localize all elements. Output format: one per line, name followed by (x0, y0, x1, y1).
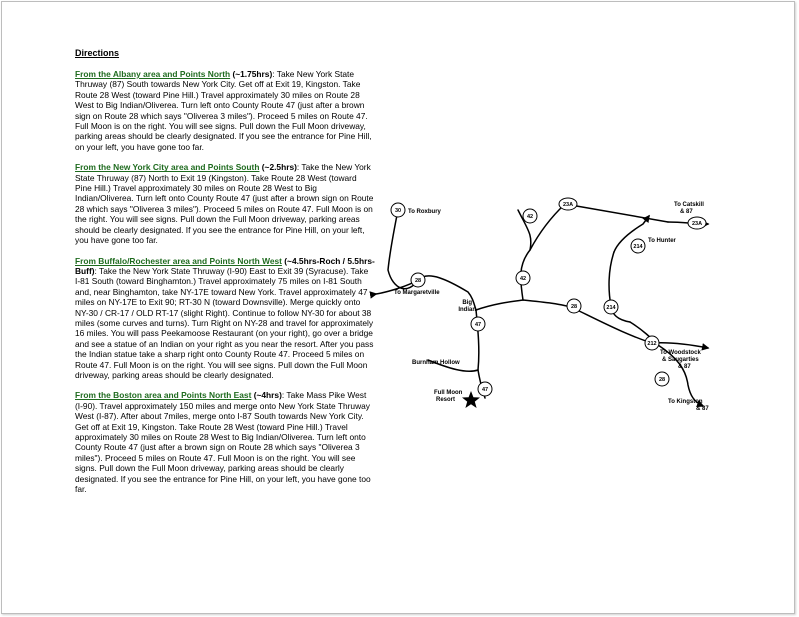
section-heading: From the Boston area and Points North East (75, 390, 252, 401)
route-label: 28 (658, 377, 666, 383)
document-body (75, 48, 375, 504)
route-shield-28-east (655, 372, 669, 386)
route-shield-42 (523, 209, 537, 223)
route-shield-28-west (411, 273, 425, 287)
route-label: 28 (414, 278, 422, 284)
route-shield-214 (631, 239, 645, 253)
route-label: 214 (633, 244, 643, 250)
route-label: 42 (526, 214, 534, 220)
route-label: 23A (562, 202, 574, 208)
place-roxbury: To Roxbury (408, 209, 441, 215)
place-catskill-87: & 87 (680, 209, 693, 215)
section-albany (75, 69, 375, 152)
place-full-moon: Full Moon (434, 390, 463, 396)
route-label: 214 (606, 305, 616, 311)
place-burnham-hollow: Burnham Hollow (412, 360, 460, 366)
section-heading: From Buffalo/Rochester area and Points North West (75, 255, 282, 266)
route-shield-42-south (516, 271, 530, 285)
place-resort: Resort (436, 397, 456, 403)
section-heading: From the Albany area and Points North (75, 69, 231, 79)
place-hunter: To Hunter (648, 238, 676, 244)
route-label: 212 (647, 341, 657, 347)
section-heading: From the New York City area and Points South (75, 162, 260, 173)
route-shield-212 (645, 336, 659, 350)
place-indian: Indian (458, 307, 476, 313)
route-label: 47 (474, 322, 482, 328)
star-icon (462, 391, 480, 408)
route-label: 42 (519, 276, 527, 282)
section-text: : Take the New York State Thruway (87) North to Exit 19 (Kingston). Take Route 28 West (toward Pine Hill.) Travel approximately 30 miles on Route 28 West to Big Indian/Oliverea. Turn left onto County Route 47 (just after a brown sign on Route 28 which says "Oliverea 3 miles"). Proceed 5 miles on Route 47. Full Moon is on the right. You will see signs. Pull down the Full Moon driveway, parking areas should be clearly designated. If you see the entrance for Pine Hill, on your left, you have gone too far. (75, 162, 374, 246)
section-boston (75, 390, 375, 494)
route-shield-30 (391, 203, 405, 217)
place-woodstock-87: & 87 (678, 364, 691, 370)
route-label: 28 (570, 304, 578, 310)
section-time: (~4.5hrs-Roch / 5.5hrs-Buff) (75, 255, 375, 276)
section-text: : Take Mass Pike West (I-90). Travel approximately 150 miles and merge onto New York State Thruway West (I-87). After about 7miles, merge onto I-87 South towards New York City. Get off at Exit 19, Kingston. Take Route 28 West (toward Pine Hill.) Travel approximately 30 miles on Route 28 West to Big Indian/Oliverea. Turn left onto County Route 47 (just after a brown sign on Route 28 which says "Oliverea 3 miles"). Proceed 5 miles on Route 47. Full Moon is on the right. You will see signs. Pull down the Full Moon driveway, parking areas should be clearly designated. If you see the entrance for Pine Hill, on your left, you have gone too far. (75, 390, 371, 495)
section-buffalo (75, 256, 375, 381)
place-kingston: To Kingston (668, 399, 703, 405)
section-time: (~1.75hrs) (230, 69, 273, 79)
section-nyc (75, 162, 375, 245)
section-time: (~4hrs) (251, 390, 282, 401)
place-woodstock: To Woodstock (660, 350, 701, 356)
route-label: 47 (481, 387, 489, 393)
place-big: Big (462, 300, 472, 306)
route-shield-47-south (478, 382, 492, 396)
page-title: Directions (75, 48, 120, 58)
route-shield-23a (559, 198, 577, 210)
section-text: : Take the New York State Thruway (I-90) East to Exit 39 (Syracuse). Take I-81 South (toward Binghamton.) Travel approximately 75 miles on I-81 South and, near Binghamton, take NY-17E toward New York. Travel approximately 47 miles on NY-17E to Exit 90; RT-30 N (toward Downsville). Merge quickly onto NY-30 / CR-17 / OLD RT-17 (slight Right). Continue to follow NY-30 for about 38 miles (some curves and turns). Turn Right on NY-28 and travel for approximately 16 miles. You will pass Peekamoose Restaurant (on your right), go over a bridge and see a statue of an Indian on your right as you near the resort. After you pass the Indian statue take a sharp right onto County Route 47. Proceed 5 miles on Route 47. Full Moon is on the right. You will see signs. Pull down the Full Moon driveway, parking areas should be clearly designated. (75, 265, 374, 380)
route-shield-214-south (604, 300, 618, 314)
route-label: 30 (394, 208, 402, 214)
section-time: (~2.5hrs) (259, 162, 297, 173)
place-catskill: To Catskill (674, 202, 704, 208)
route-shield-47 (471, 317, 485, 331)
place-saugarties: & Saugarties (662, 357, 699, 363)
road-42 (518, 210, 534, 300)
route-shield-28-center (567, 299, 581, 313)
route-label: 23A (691, 221, 703, 227)
section-text: : Take New York State Thruway (87) South towards New York City. Get off at Exit 19, Kingston. Take Route 28 West (toward Pine Hill.) Travel approximately 30 miles on Route 28 West to Big Indian/Oliverea. Turn left onto County Route 47 (just after a brown sign on Route 28 which says "Oliverea 3 miles"). Proceed 5 miles on Route 47. Full Moon is on the right. You will see signs. Pull down the Full Moon driveway, parking areas should be clearly designated. If you see the entrance for Pine Hill, on your left, you have gone too far. (75, 69, 372, 152)
route-shield-23a-east (688, 217, 706, 229)
directions-map (368, 180, 788, 420)
place-kingston-87: & 87 (696, 406, 709, 412)
place-margaretville: To Margaretville (394, 290, 440, 296)
